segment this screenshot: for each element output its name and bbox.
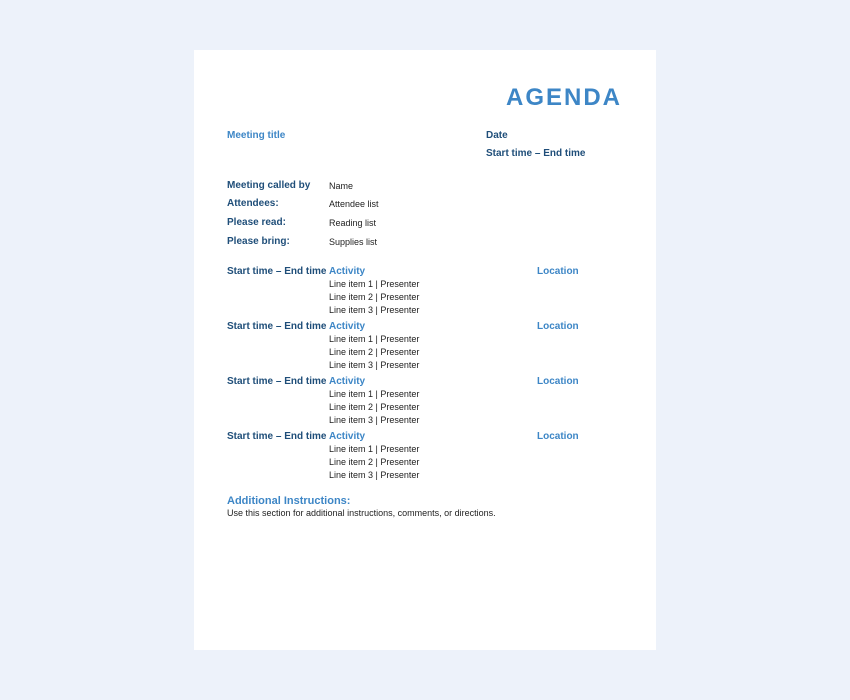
agenda-line-item: Line item 3 | Presenter [329, 415, 420, 425]
agenda-item [194, 376, 656, 426]
agenda-line-item: Line item 2 | Presenter [329, 457, 420, 467]
agenda-line-item: Line item 1 | Presenter [329, 334, 420, 344]
agenda-line-item: Line item 2 | Presenter [329, 402, 420, 412]
instructions-heading: Additional Instructions: [227, 495, 351, 507]
agenda-line-item: Line item 3 | Presenter [329, 305, 420, 315]
agenda-line-item: Line item 2 | Presenter [329, 347, 420, 357]
agenda-line-item: Line item 3 | Presenter [329, 470, 420, 480]
agenda-item-time: Start time – End time [227, 266, 327, 277]
attendees-label: Attendees: [227, 198, 279, 209]
agenda-item [194, 431, 656, 481]
agenda-item-location: Location [537, 266, 579, 277]
agenda-item-location: Location [537, 431, 579, 442]
called-by-value: Name [329, 181, 354, 191]
instructions-text: Use this section for additional instructions, comments, or directions. [227, 508, 496, 518]
agenda-item-activity: Activity [329, 321, 366, 332]
please-bring-value: Supplies list [329, 237, 378, 247]
meeting-time-range: Start time – End time [486, 148, 586, 159]
agenda-line-item: Line item 1 | Presenter [329, 389, 420, 399]
agenda-item-activity: Activity [329, 266, 366, 277]
agenda-item-time: Start time – End time [227, 376, 327, 387]
please-read-label: Please read: [227, 217, 286, 228]
agenda-item [194, 321, 656, 371]
agenda-line-item: Line item 3 | Presenter [329, 360, 420, 370]
agenda-item-time: Start time – End time [227, 321, 327, 332]
meeting-date: Date [486, 130, 508, 141]
agenda-line-item: Line item 1 | Presenter [329, 444, 420, 454]
attendees-value: Attendee list [329, 199, 379, 209]
meeting-title: Meeting title [227, 130, 286, 141]
agenda-line-item: Line item 2 | Presenter [329, 292, 420, 302]
agenda-title: AGENDA [505, 84, 622, 111]
agenda-item-location: Location [537, 321, 579, 332]
please-bring-label: Please bring: [227, 236, 290, 247]
agenda-line-item: Line item 1 | Presenter [329, 279, 420, 289]
agenda-page [194, 50, 656, 650]
agenda-item-location: Location [537, 376, 579, 387]
agenda-item [194, 266, 656, 316]
agenda-item-time: Start time – End time [227, 431, 327, 442]
please-read-value: Reading list [329, 218, 377, 228]
agenda-item-activity: Activity [329, 376, 366, 387]
agenda-item-activity: Activity [329, 431, 366, 442]
called-by-label: Meeting called by [227, 180, 311, 191]
